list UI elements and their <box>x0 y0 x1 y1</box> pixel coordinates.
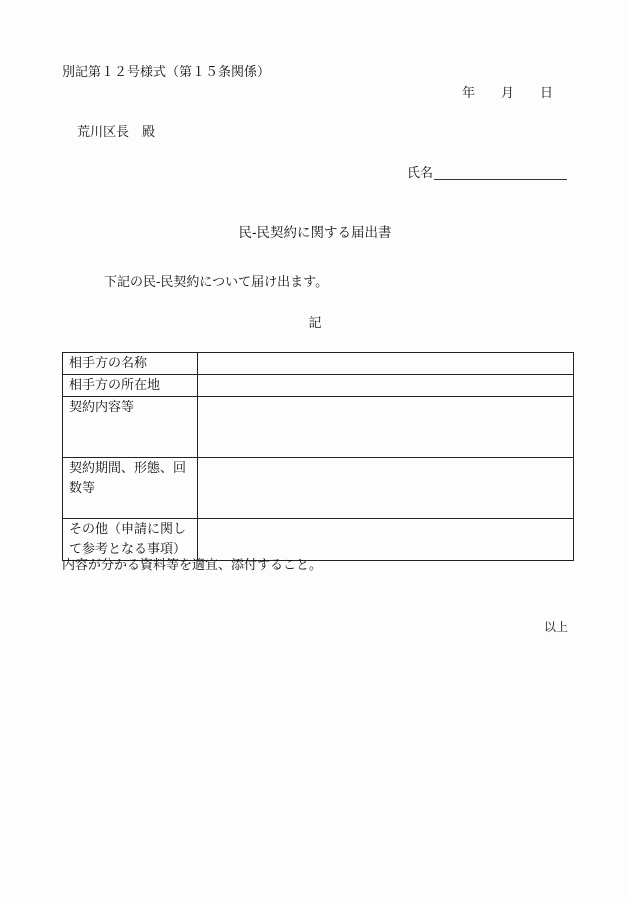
date-month-label: 月 <box>501 86 515 101</box>
table-row <box>63 375 574 397</box>
date-line <box>462 87 553 100</box>
row-value <box>198 353 574 375</box>
date-day-label: 日 <box>540 86 554 101</box>
row-value <box>198 397 574 458</box>
name-label: 氏名 <box>407 166 434 181</box>
row-value <box>198 458 574 519</box>
row-label: 相手方の名称 <box>63 353 198 375</box>
table-row <box>63 519 574 561</box>
table-row <box>63 353 574 375</box>
table-row <box>63 397 574 458</box>
row-label: 契約期間、形態、回数等 <box>63 458 198 519</box>
end-mark: 以上 <box>544 620 569 634</box>
ki-heading: 記 <box>308 316 322 331</box>
document-title: 民-民契約に関する届出書 <box>238 225 392 241</box>
date-year-label: 年 <box>462 86 476 101</box>
attachment-note: 内容が分かる資料等を適宜、添付すること。 <box>62 558 323 573</box>
items-table <box>62 352 574 561</box>
addressee: 荒川区長 殿 <box>77 125 156 140</box>
name-line <box>407 167 567 180</box>
row-label: 契約内容等 <box>63 397 198 458</box>
form-number: 別記第１２号様式（第１５条関係） <box>62 65 271 80</box>
row-value <box>198 375 574 397</box>
name-underline <box>434 167 567 180</box>
table-row <box>63 458 574 519</box>
row-value <box>198 519 574 561</box>
row-label: 相手方の所在地 <box>63 375 198 397</box>
intro-text: 下記の民-民契約について届け出ます。 <box>104 275 329 290</box>
row-label: その他（申請に関して参考となる事項） <box>63 519 198 561</box>
